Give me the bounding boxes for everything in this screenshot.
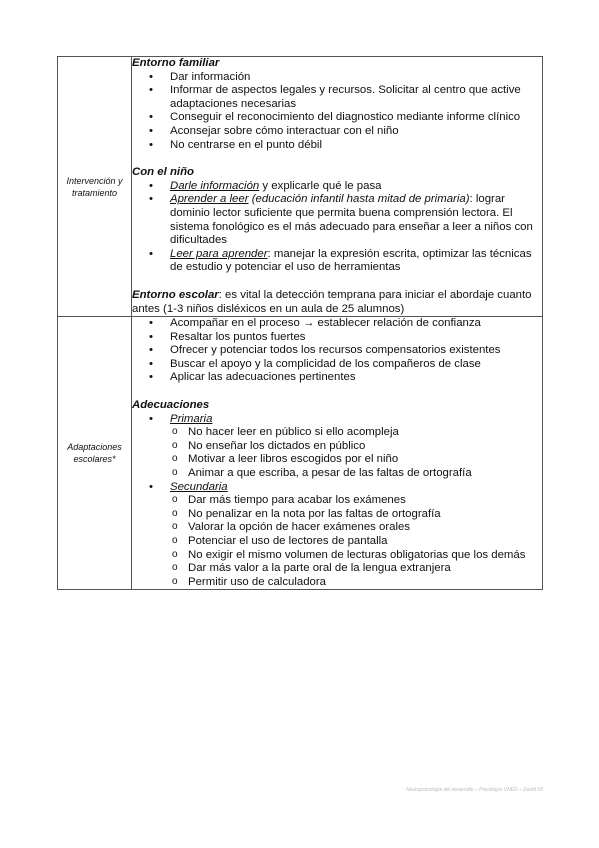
list-item: • Conseguir el reconocimiento del diagnostico mediante informe clínico [132, 111, 542, 125]
primaria-list [132, 426, 542, 480]
list-item: o Potenciar el uso de lectores de pantalla [132, 535, 542, 549]
list-item: • Aconsejar sobre cómo interactuar con el niño [132, 125, 542, 139]
term-leer-para-aprender: Leer para aprender [170, 247, 268, 260]
list-item: • Resaltar los puntos fuertes [132, 331, 542, 345]
secundaria-list [132, 494, 542, 589]
list-item: o Motivar a leer libros escogidos por el niño [132, 453, 542, 467]
list-item [132, 481, 542, 590]
item-parenthetical: (educación infantil hasta mitad de primaria) [248, 193, 470, 206]
list-item: o No penalizar en la nota por las faltas de ortografía [132, 508, 542, 522]
list-item: o Valorar la opción de hacer exámenes orales [132, 521, 542, 535]
heading-entorno-familiar: Entorno familiar [132, 57, 220, 69]
heading-con-el-nino: Con el niño [132, 166, 195, 179]
list-item [132, 193, 542, 247]
row-content-adaptaciones [132, 317, 543, 590]
page-footer: Neuropsicología del desarrollo – Psicología UNED – David 08 [405, 787, 543, 793]
row-content-intervencion [132, 57, 543, 317]
list-item [132, 413, 542, 481]
nino-list [132, 180, 542, 275]
term-aprender-a-leer: Aprender a leer [170, 193, 249, 206]
table-row [58, 57, 543, 317]
item-text: : lograr dominio lector suficiente que permita buena comprensión lectora. El sistema fonológico es el más adecuado para enseñar a leer a niños con dificultades [170, 193, 533, 247]
list-item: o No enseñar los dictados en público [132, 440, 542, 454]
list-item: • Ofrecer y potenciar todos los recursos compensatorios existentes [132, 344, 542, 358]
subheading-secundaria: Secundaria [170, 480, 228, 493]
heading-adecuaciones: Adecuaciones [132, 399, 210, 412]
list-item: • Buscar el apoyo y la complicidad de los compañeros de clase [132, 358, 542, 372]
heading-entorno-escolar: Entorno escolar [132, 288, 219, 301]
list-item: o Permitir uso de calculadora [132, 576, 542, 590]
list-item: o No exigir el mismo volumen de lecturas obligatorias que los demás [132, 549, 542, 563]
subheading-primaria: Primaria [170, 412, 213, 425]
item-text: : manejar la expresión escrita, optimizar las técnicas de estudio y potenciar el uso de herramientas [170, 247, 532, 274]
list-item: o Dar más tiempo para acabar los exámenes [132, 494, 542, 508]
list-item: • No centrarse en el punto débil [132, 139, 542, 153]
row-label-adaptaciones: Adaptaciones escolares* [58, 317, 132, 590]
list-item [132, 180, 542, 194]
content-table [57, 56, 543, 590]
adaptaciones-list [132, 317, 542, 385]
term-darle-informacion: Darle información [170, 179, 260, 192]
list-item [132, 248, 542, 275]
list-item: • Informar de aspectos legales y recursos. Solicitar al centro que active adaptaciones necesarias [132, 84, 542, 111]
row-label-intervencion: Intervención y tratamiento [58, 57, 132, 317]
table-row [58, 317, 543, 590]
list-item: o Dar más valor a la parte oral de la lengua extranjera [132, 562, 542, 576]
adecuaciones-list [132, 413, 542, 590]
escolar-text: : es vital la detección temprana para iniciar el abordaje cuanto antes (1-3 niños disléxicos en un aula de 25 alumnos) [132, 288, 532, 315]
list-item: • Aplicar las adecuaciones pertinentes [132, 371, 542, 385]
list-item: • Dar información [132, 71, 542, 85]
list-item: • Acompañar en el proceso → establecer relación de confianza [132, 317, 542, 331]
list-item: o No hacer leer en público si ello acompleja [132, 426, 542, 440]
entorno-escolar-paragraph [132, 289, 542, 316]
list-item: o Animar a que escriba, a pesar de las faltas de ortografía [132, 467, 542, 481]
familiar-list [132, 71, 542, 153]
item-text: y explicarle qué le pasa [259, 179, 382, 192]
